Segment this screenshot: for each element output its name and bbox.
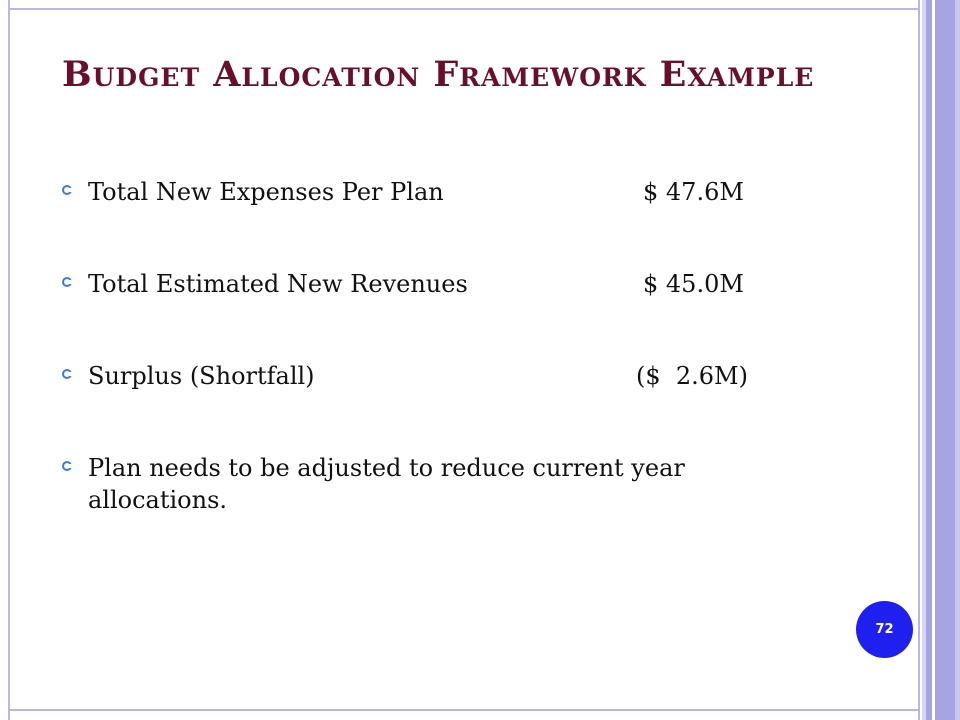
bullet-amount: $ 45.0M: [643, 270, 744, 298]
bullet-icon: [62, 369, 72, 379]
decorative-stripe: [955, 0, 960, 720]
bullet-icon: [62, 277, 72, 287]
slide-title: Budget Allocation Framework Example: [62, 54, 815, 95]
bullet-amount: $ 47.6M: [643, 178, 744, 206]
bullet-label: Surplus (Shortfall): [88, 362, 315, 390]
bullet-icon: [62, 461, 72, 471]
bullet-icon: [62, 185, 72, 195]
decorative-stripe: [935, 0, 955, 720]
bullet-note-text: Plan needs to be adjusted to reduce current year allocations.: [88, 454, 685, 514]
bullet-item-surplus: [62, 360, 822, 452]
bullet-label: Total New Expenses Per Plan: [88, 178, 444, 206]
bullet-list: [62, 176, 822, 516]
bullet-item-note: [62, 452, 822, 516]
bullet-item-revenues: [62, 268, 822, 360]
page-number-badge: 72: [856, 601, 913, 658]
decorative-stripe: [918, 0, 920, 720]
bullet-item-expenses: [62, 176, 822, 268]
slide-frame-bottom: [8, 709, 920, 711]
slide-frame-top: [8, 8, 920, 10]
bullet-amount: ($ 2.6M): [636, 362, 748, 390]
bullet-label: Total Estimated New Revenues: [88, 270, 468, 298]
slide-frame-left: [8, 0, 10, 720]
